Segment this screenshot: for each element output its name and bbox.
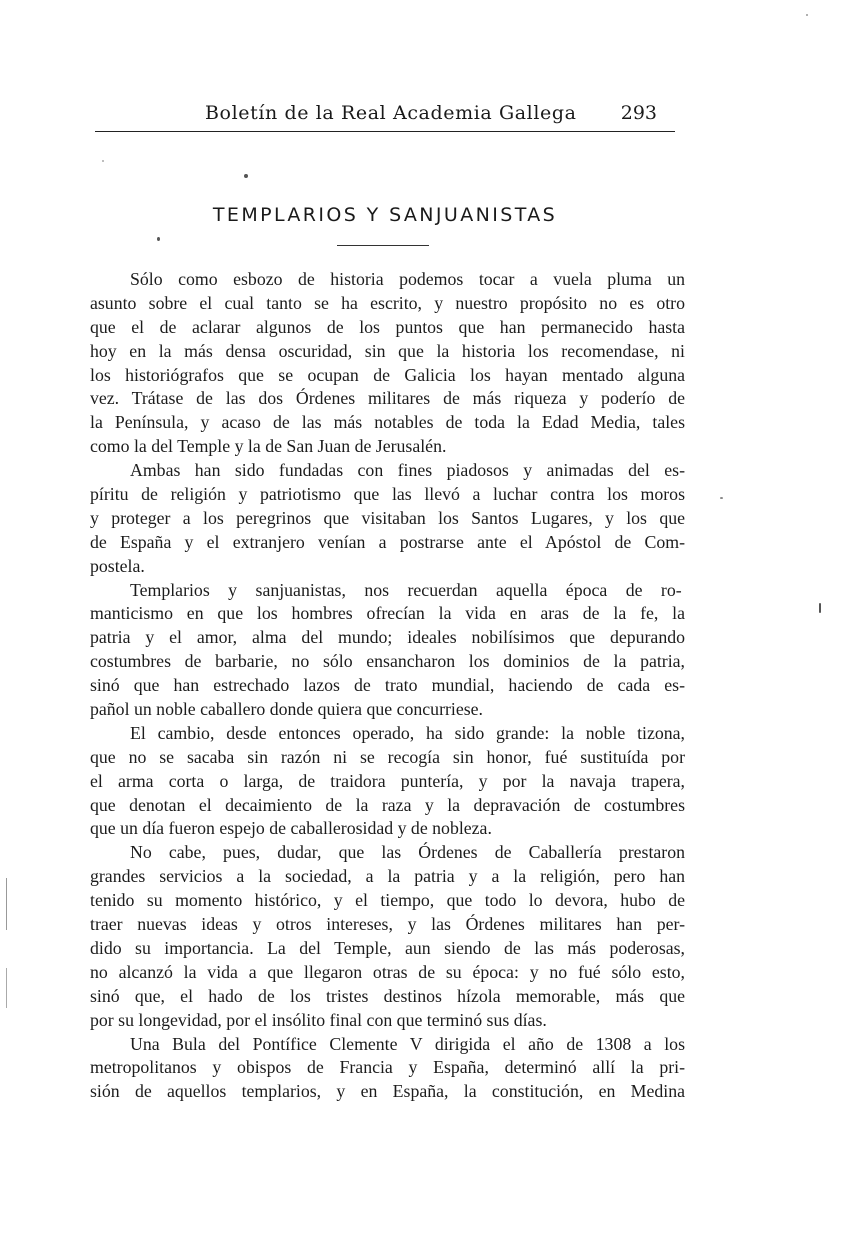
scan-speck <box>102 160 104 162</box>
text-line: de España y el extranjero venían a postrarse ante el Apóstol de Com- <box>90 531 685 552</box>
running-header <box>95 100 675 130</box>
text-line: dido su importancia. La del Temple, aun siendo de las más poderosas, <box>90 937 685 958</box>
text-line: como la del Temple y la de San Juan de Jerusalén. <box>90 436 447 457</box>
text-line: la Península, y acaso de las más notables de toda la Edad Media, tales <box>90 412 685 433</box>
scan-speck <box>6 968 7 1008</box>
text-line: por su longevidad, por el insólito final con que terminó sus días. <box>90 1009 547 1030</box>
scan-speck <box>6 878 7 930</box>
scan-speck <box>244 174 248 178</box>
page-number: 293 <box>620 102 657 124</box>
text-line: hoy en la más densa oscuridad, sin que la historia los recomendase, ni <box>90 340 685 361</box>
text-line: sinó que han estrechado lazos de trato mundial, haciendo de cada es- <box>90 675 685 696</box>
journal-title: Boletín de la Real Academia Gallega <box>205 102 577 124</box>
text-line: que un día fueron espejo de caballerosidad y de nobleza. <box>90 818 492 839</box>
scan-speck <box>806 14 808 16</box>
text-line: asunto sobre el cual tanto se ha escrito, y nuestro propósito no es otro <box>90 292 685 313</box>
header-rule <box>95 131 675 132</box>
scan-speck <box>819 603 821 613</box>
text-line: que denotan el decaimiento de la raza y la depravación de costumbres <box>90 794 685 815</box>
text-line: que no se sacaba sin razón ni se recogía sin honor, fué sustituída por <box>90 746 685 767</box>
scan-speck <box>720 497 723 499</box>
scan-speck <box>157 237 160 241</box>
text-line: costumbres de barbarie, no sólo ensancharon los dominios de la patria, <box>90 651 685 672</box>
text-line: Sólo como esbozo de historia podemos tocar a vuela pluma un <box>130 269 685 289</box>
text-line: traer nuevas ideas y otros intereses, y las Órdenes militares han per- <box>90 914 685 935</box>
text-line: sinó que, el hado de los tristes destinos hízola memorable, más que <box>90 985 685 1006</box>
text-line: patria y el amor, alma del mundo; ideales nobilísimos que depurando <box>90 627 685 648</box>
article-title: TEMPLARIOS Y SANJUANISTAS <box>212 204 558 226</box>
text-line: los historiógrafos que se ocupan de Galicia los hayan mentado alguna <box>90 364 685 385</box>
text-line: el arma corta o larga, de traidora puntería, y por la navaja trapera, <box>90 770 685 791</box>
text-line: vez. Trátase de las dos Órdenes militares de más riqueza y poderío de <box>90 388 685 409</box>
text-line: Ambas han sido fundadas con fines piadosos y animadas del es- <box>130 460 685 481</box>
text-line: El cambio, desde entonces operado, ha sido grande: la noble tizona, <box>130 722 685 743</box>
title-rule <box>337 245 429 246</box>
text-line: no alcanzó la vida a que llegaron otras de su época: y no fué sólo esto, <box>90 961 685 982</box>
text-line: manticismo en que los hombres ofrecían la vida en aras de la fe, la <box>90 603 685 624</box>
text-line: pañol un noble caballero donde quiera que concurriese. <box>90 699 484 720</box>
article-body <box>90 268 685 1104</box>
text-line: metropolitanos y obispos de Francia y España, determinó allí la pri- <box>90 1057 685 1078</box>
text-line: Una Bula del Pontífice Clemente V dirigida el año de 1308 a los <box>130 1033 685 1054</box>
text-line: grandes servicios a la sociedad, a la patria y a la religión, pero han <box>90 866 685 887</box>
text-line: sión de aquellos templarios, y en España, la constitución, en Medina <box>90 1081 685 1102</box>
text-line: No cabe, pues, dudar, que las Órdenes de Caballería prestaron <box>130 842 685 863</box>
text-line: tenido su momento histórico, y el tiempo, que todo lo devora, hubo de <box>90 890 685 911</box>
text-line: postela. <box>90 555 145 576</box>
text-line: que el de aclarar algunos de los puntos que han permanecido hasta <box>90 316 685 337</box>
text-line: y proteger a los peregrinos que visitaban los Santos Lugares, y los que <box>90 507 685 528</box>
text-line: píritu de religión y patriotismo que las llevó a luchar contra los moros <box>90 484 685 505</box>
text-line: Templarios y sanjuanistas, nos recuerdan aquella época de ro- <box>130 579 682 600</box>
